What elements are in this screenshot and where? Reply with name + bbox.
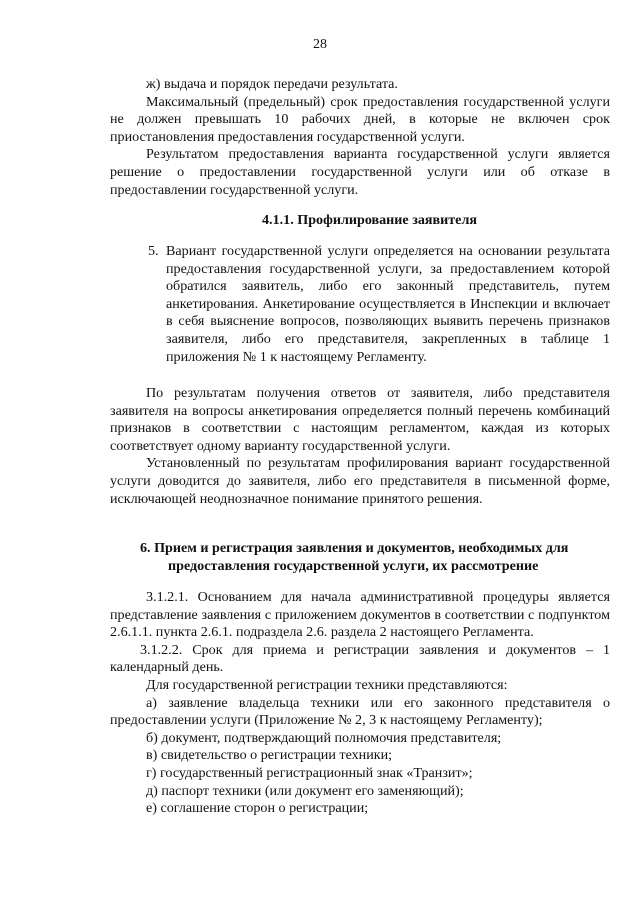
list-item: г) государственный регистрационный знак «Транзит»;	[146, 764, 473, 781]
paragraph: По результатам получения ответов от заявителя, либо представителя заявителя на вопросы анкетирования определяется полный перечень комбинаций признаков в соответствии с настоящим регламентом, каждая из которых соответствует одному варианту государственной услуги.	[110, 385, 610, 454]
page-number: 28	[313, 37, 327, 52]
paragraph: ж) выдача и порядок передачи результата.	[146, 76, 398, 92]
section-heading	[140, 540, 610, 575]
section-heading	[262, 212, 562, 230]
bottom-section	[110, 589, 610, 818]
paragraph: 3.1.2.2. Срок для приема и регистрации заявления и документов – 1 календарный день.	[110, 641, 610, 676]
list-item	[148, 243, 610, 366]
list-item: в) свидетельство о регистрации техники;	[146, 747, 393, 764]
section-heading-line: 6. Прием и регистрация заявления и документов, необходимых для	[140, 540, 569, 556]
paragraph: 3.1.2.1. Основанием для начала административной процедуры является представление заявления с приложением документов в соответствии с подпунктом 2.6.1.1. пункта 2.6.1. подраздела 2.6. раздела 2 настоящего Регламента.	[110, 589, 610, 641]
section-heading-line: предоставления государственной услуги, их рассмотрение	[168, 557, 539, 574]
list-item: е) соглашение сторон о регистрации;	[146, 800, 369, 817]
list-item: д) паспорт техники (или документ его заменяющий);	[146, 782, 464, 799]
paragraph: Максимальный (предельный) срок предоставления государственной услуги не должен превышать 10 рабочих дней, в которые не включен срок приостановления предоставления государственной услуги.	[110, 93, 610, 145]
list-item-marker: 5.	[148, 243, 159, 259]
paragraph: Для государственной регистрации техники представляются:	[146, 676, 508, 693]
paragraph: Результатом предоставления варианта государственной услуги является решение о предоставлении государственной услуги или об отказе в предоставлении государственной услуги.	[110, 146, 610, 198]
list-item: а) заявление владельца техники или его законного представителя о предоставлении услуги (Приложение № 2, 3 к настоящему Регламенту);	[110, 694, 610, 729]
top-section	[110, 76, 610, 199]
middle-section	[110, 385, 610, 508]
list-item-text: Вариант государственной услуги определяется на основании результата предоставления государственной услуги, за предоставлением которой обратился заявитель, либо его законный представитель, путем анкетирования. Анкетирование осуществляется в Инспекции и включает в себя выяснение вопросов, позволяющих выявить перечень признаков заявителя, либо его представителя, закрепленных в таблице 1 приложения № 1 к настоящему Регламенту.	[166, 243, 610, 365]
paragraph: Установленный по результатам профилирования вариант государственной услуги доводится до заявителя, либо его представителя в письменной форме, исключающей неоднозначное понимание принятого решения.	[110, 455, 610, 507]
list-item: б) документ, подтверждающий полномочия представителя;	[146, 729, 502, 746]
section-heading-text: 4.1.1. Профилирование заявителя	[262, 212, 477, 228]
